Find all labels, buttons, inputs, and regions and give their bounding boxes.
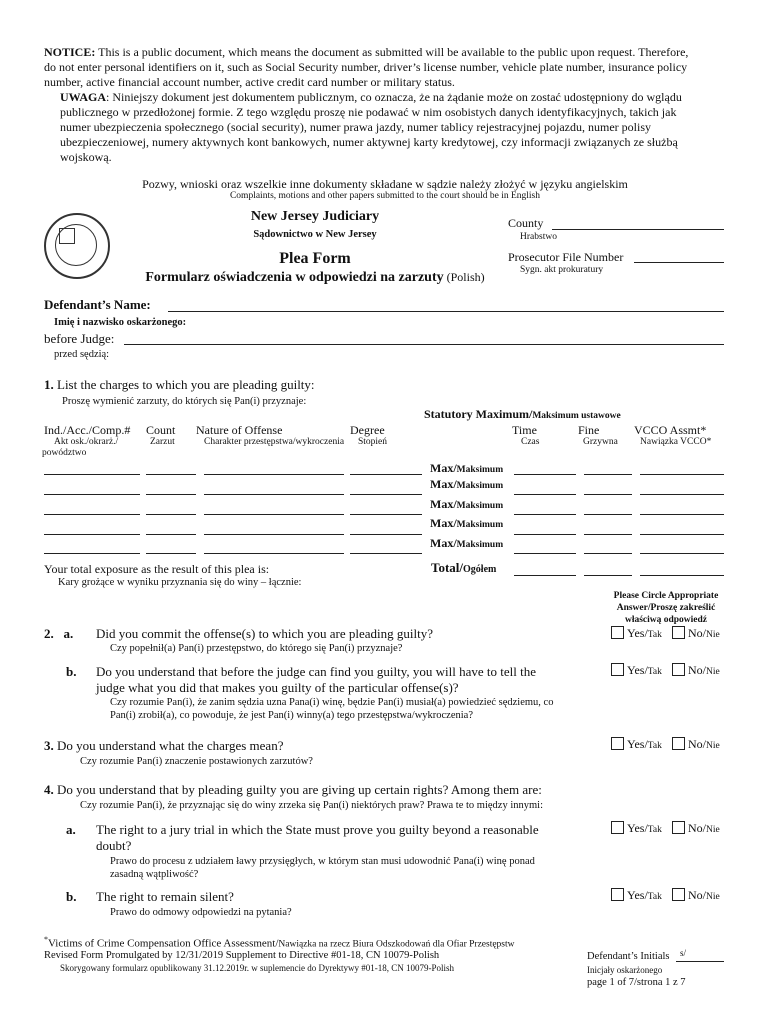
uwaga-label: UWAGA (60, 90, 107, 104)
q4a-text: doubt? (96, 838, 132, 853)
yes-label-pl: Tak (647, 892, 662, 902)
q3-text-pl: Czy rozumie Pan(i) znaczenie postawionych zarzutów? (80, 756, 313, 767)
yes-label-pl: Tak (647, 741, 662, 751)
max-label-pl: Maksimum (456, 501, 504, 511)
q2a-text-pl: Czy popełnił(a) Pan(i) przestępstwo, do którego się Pan(i) przyznaje? (110, 643, 403, 654)
footnote (44, 935, 515, 950)
max-label-pl: Maksimum (456, 540, 504, 550)
degree-field[interactable] (350, 534, 422, 535)
notice-label: NOTICE: (44, 45, 96, 59)
q3-yes[interactable] (611, 737, 662, 752)
defendant-name-label-pl: Imię i nazwisko oskarżonego: (54, 317, 187, 328)
circle-answer-line: właściwą odpowiedź (624, 615, 708, 625)
yes-label: Yes/ (627, 888, 648, 902)
notice-text: do not enter personal identifiers on it, such as Social Security number, driver’s license number, vehicle plate number, insurance policy (44, 60, 688, 74)
yes-label: Yes/ (627, 663, 648, 677)
col-degree-pl: Stopień (358, 437, 388, 447)
no-label-pl: Nie (706, 825, 720, 835)
q1-number: 1. (44, 377, 54, 392)
col-fine: Fine (578, 423, 600, 437)
ind-field[interactable] (44, 474, 140, 475)
no-checkbox[interactable] (672, 888, 685, 901)
degree-field[interactable] (350, 474, 422, 475)
yes-checkbox[interactable] (611, 888, 624, 901)
q4a-letter: a. (66, 822, 76, 837)
prosecutor-file-field[interactable] (634, 262, 724, 263)
county-field[interactable] (552, 229, 724, 230)
english-notice-en: Complaints, motions and other papers submitted to the court should be in English (229, 191, 541, 201)
yes-label: Yes/ (627, 821, 648, 835)
initials-label-pl: Inicjały oskarżonego (587, 965, 663, 975)
page-subtitle-lang: (Polish) (443, 270, 485, 284)
total-label: Total/ (431, 560, 464, 575)
nature-field[interactable] (204, 474, 344, 475)
no-label-pl: Nie (706, 892, 720, 902)
count-field[interactable] (146, 534, 196, 535)
footnote-pl: Nawiązka na rzecz Biura Odszkodowań dla Ofiar Przestępstw (278, 939, 515, 950)
max-label-pl: Maksimum (456, 481, 504, 491)
time-field[interactable] (514, 553, 576, 554)
max-label: Max/ (430, 516, 457, 530)
yes-checkbox[interactable] (611, 626, 624, 639)
q4a-text-pl: zasadną wątpliwość? (110, 869, 199, 880)
time-field[interactable] (514, 514, 576, 515)
no-label: No/ (688, 663, 706, 677)
circle-answer-line: Answer/Proszę zakreślić (616, 603, 716, 613)
degree-field[interactable] (350, 494, 422, 495)
nature-field[interactable] (204, 494, 344, 495)
q1-text-pl: Proszę wymienić zarzuty, do których się Pan(i) przyznaje: (62, 396, 307, 407)
col-count-pl: Zarzut (150, 437, 175, 447)
vcco-field[interactable] (640, 553, 724, 554)
county-label: County (508, 216, 544, 230)
q3-number: 3. (44, 738, 54, 753)
q3-text: Do you understand what the charges mean? (57, 738, 284, 753)
initials-label: Defendant’s Initials (587, 951, 670, 962)
count-field[interactable] (146, 474, 196, 475)
col-time: Time (512, 423, 537, 437)
q4b-text-pl: Prawo do odmowy odpowiedzi na pytania? (110, 907, 292, 918)
time-field[interactable] (514, 474, 576, 475)
footnote-en: Victims of Crime Compensation Office Assessment/ (48, 937, 279, 950)
no-checkbox[interactable] (672, 737, 685, 750)
no-label: No/ (688, 821, 706, 835)
q2b-letter: b. (66, 664, 77, 679)
q4a-yes[interactable] (611, 821, 662, 836)
uwaga-text: wojskową. (60, 150, 112, 164)
max-label: Max/ (430, 497, 457, 511)
judge-field[interactable] (124, 344, 724, 345)
q4-number: 4. (44, 782, 54, 797)
q2b-text-pl: Pan(i) zrobił(a), co powoduje, że jest Pan(i) winny(a) tego przestępstwa/wykroczenia? (110, 710, 473, 721)
vcco-field[interactable] (640, 494, 724, 495)
col-nature-pl: Charakter przestępstwa/wykroczenia (204, 437, 345, 447)
col-fine-pl: Grzywna (583, 437, 618, 447)
yes-label: Yes/ (627, 737, 648, 751)
ind-field[interactable] (44, 553, 140, 554)
yes-label-pl: Tak (647, 667, 662, 677)
judiciary-title: New Jersey Judiciary (250, 209, 380, 224)
english-notice-pl: Pozwy, wnioski oraz wszelkie inne dokumenty składane w sądzie należy złożyć w języku angielskim (142, 177, 628, 191)
q2b-no[interactable] (672, 663, 720, 678)
notice-block (44, 45, 734, 165)
total-vcco-field[interactable] (640, 575, 724, 576)
uwaga-text: ubezpieczeniowej, numery aktywnych kont bankowych, numer aktywnej karty kredytowej, czy informacji związanych ze służbą (60, 135, 678, 149)
no-label-pl: Nie (706, 667, 720, 677)
col-degree: Degree (350, 423, 385, 437)
time-field[interactable] (514, 494, 576, 495)
page-number: page 1 of 7/strona 1 z 7 (587, 977, 686, 988)
no-label-pl: Nie (706, 630, 720, 640)
vcco-field[interactable] (640, 474, 724, 475)
total-time-field[interactable] (514, 575, 576, 576)
col-vcco-pl: Nawiązka VCCO* (640, 437, 712, 447)
defendant-name-label: Defendant’s Name: (44, 297, 151, 312)
no-label-pl: Nie (706, 741, 720, 751)
notice-text: number, active financial account number, active credit card number or military status. (44, 75, 455, 89)
q2a-no[interactable] (672, 626, 720, 641)
count-field[interactable] (146, 553, 196, 554)
max-label-pl: Maksimum (456, 520, 504, 530)
q4-text-pl: Czy rozumie Pan(i), że przyznając się do winy zrzeka się Pan(i) niektórych praw? Prawa te to między innymi: (80, 800, 543, 811)
q4b-letter: b. (66, 889, 77, 904)
revision-note-pl: Skorygowany formularz opublikowany 31.12.2019r. w suplemencie do Dyrektywy #01-18, CN 10079-Polish (60, 963, 454, 973)
initials-field[interactable] (676, 961, 724, 962)
total-label-pl: Ogółem (463, 564, 497, 575)
no-label: No/ (688, 626, 706, 640)
col-ind: Ind./Acc./Comp.# (44, 423, 131, 437)
uwaga-text: : Niniejszy dokument jest dokumentem publicznym, co oznacza, że na żądanie może on zostać udostępniony do wglądu (106, 90, 682, 104)
nature-field[interactable] (204, 534, 344, 535)
judiciary-title-pl: Sądownictwo w New Jersey (253, 229, 377, 240)
no-label: No/ (688, 888, 706, 902)
time-field[interactable] (514, 534, 576, 535)
q2b-text: Do you understand that before the judge can find you guilty, you will have to tell the (96, 664, 536, 679)
prosecutor-label: Prosecutor File Number (508, 250, 624, 264)
uwaga-text: numer ubezpieczenia społecznego (social security), numer prawa jazdy, numer tablicy rejestracyjnej pojazdu, numer polisy (60, 120, 651, 134)
prosecutor-label-pl: Sygn. akt prokuratury (520, 265, 604, 275)
nature-field[interactable] (204, 553, 344, 554)
col-time-pl: Czas (521, 437, 540, 447)
fine-field[interactable] (584, 474, 632, 475)
q2b-text: judge what you did that makes you guilty of the particular offense(s)? (96, 680, 459, 695)
fine-field[interactable] (584, 534, 632, 535)
q2a-text: Did you commit the offense(s) to which you are pleading guilty? (96, 626, 433, 641)
q4-text: Do you understand that by pleading guilty you are giving up certain rights? Among them are: (57, 782, 542, 797)
fine-field[interactable] (584, 494, 632, 495)
initials-mark: s/ (680, 948, 687, 958)
degree-field[interactable] (350, 553, 422, 554)
ind-field[interactable] (44, 514, 140, 515)
yes-checkbox[interactable] (611, 737, 624, 750)
q2a-yes[interactable] (611, 626, 662, 641)
q3-no[interactable] (672, 737, 720, 752)
page-subtitle: Formularz oświadczenia w odpowiedzi na zarzuty (145, 270, 444, 285)
q4b-no[interactable] (672, 888, 720, 903)
col-count: Count (146, 423, 176, 437)
circle-answer-line: Please Circle Appropriate (613, 591, 719, 601)
uwaga-text: publicznego w przedłożonej formie. Z tego względu proszę nie podawać w nim osobistych danych identyfikacyjnych, takich jak (60, 105, 677, 119)
col-nature: Nature of Offense (196, 423, 283, 437)
no-checkbox[interactable] (672, 821, 685, 834)
vcco-field[interactable] (640, 534, 724, 535)
fine-field[interactable] (584, 553, 632, 554)
q2a-letter: a. (63, 626, 74, 641)
vcco-field[interactable] (640, 514, 724, 515)
exposure-label: Your total exposure as the result of this plea is: (44, 562, 270, 576)
yes-label: Yes/ (627, 626, 648, 640)
col-ind-pl: Akt osk./okrarż./ (54, 437, 119, 447)
count-field[interactable] (146, 514, 196, 515)
max-label: Max/ (430, 461, 457, 475)
county-label-pl: Hrabstwo (520, 232, 557, 242)
no-checkbox[interactable] (672, 626, 685, 639)
fine-field[interactable] (584, 514, 632, 515)
total-fine-field[interactable] (584, 575, 632, 576)
footnote-star: * (44, 935, 48, 944)
notice-text: This is a public document, which means the document as submitted will be available to the public upon request. Therefore, (95, 45, 689, 59)
max-label: Max/ (430, 536, 457, 550)
yes-label-pl: Tak (647, 630, 662, 640)
q4a-text-pl: Prawo do procesu z udziałem ławy przysięgłych, w którym stan musi udowodnić Pana(i) winę ponad (110, 856, 535, 867)
judge-label: before Judge: (44, 331, 115, 346)
degree-field[interactable] (350, 514, 422, 515)
q4a-no[interactable] (672, 821, 720, 836)
q2-number: 2. (44, 626, 54, 641)
yes-checkbox[interactable] (611, 821, 624, 834)
col-vcco: VCCO Assmt* (634, 423, 707, 437)
page-title: Plea Form (279, 250, 351, 267)
statutory-maximum-label-pl: Maksimum ustawowe (532, 411, 621, 421)
ind-field[interactable] (44, 494, 140, 495)
no-checkbox[interactable] (672, 663, 685, 676)
no-label: No/ (688, 737, 706, 751)
exposure-label-pl: Kary grożące w wyniku przyznania się do winy – łącznie: (58, 577, 302, 588)
yes-label-pl: Tak (647, 825, 662, 835)
q4a-text: The right to a jury trial in which the State must prove you guilty beyond a reasonable (96, 822, 539, 837)
defendant-name-field[interactable] (168, 311, 724, 312)
circle-answer-note (596, 590, 736, 626)
court-seal-logo (44, 213, 110, 279)
col-ind-pl: powództwo (42, 448, 87, 458)
q1-text: List the charges to which you are pleading guilty: (57, 377, 315, 392)
q2b-text-pl: Czy rozumie Pan(i), że zanim sędzia uzna Pana(i) winę, będzie Pan(i) musiał(a) powiedzieć sędziemu, co (110, 697, 554, 708)
statutory-maximum-label: Statutory Maximum/ (424, 407, 533, 421)
revision-note: Revised Form Promulgated by 12/31/2019 Supplement to Directive #01-18, CN 10079-Polish (44, 950, 440, 961)
q4b-text: The right to remain silent? (96, 889, 234, 904)
judge-label-pl: przed sędzią: (54, 349, 110, 360)
q2b-yes[interactable] (611, 663, 662, 678)
count-field[interactable] (146, 494, 196, 495)
nature-field[interactable] (204, 514, 344, 515)
max-label-pl: Maksimum (456, 465, 504, 475)
max-label: Max/ (430, 477, 457, 491)
yes-checkbox[interactable] (611, 663, 624, 676)
ind-field[interactable] (44, 534, 140, 535)
q4b-yes[interactable] (611, 888, 662, 903)
